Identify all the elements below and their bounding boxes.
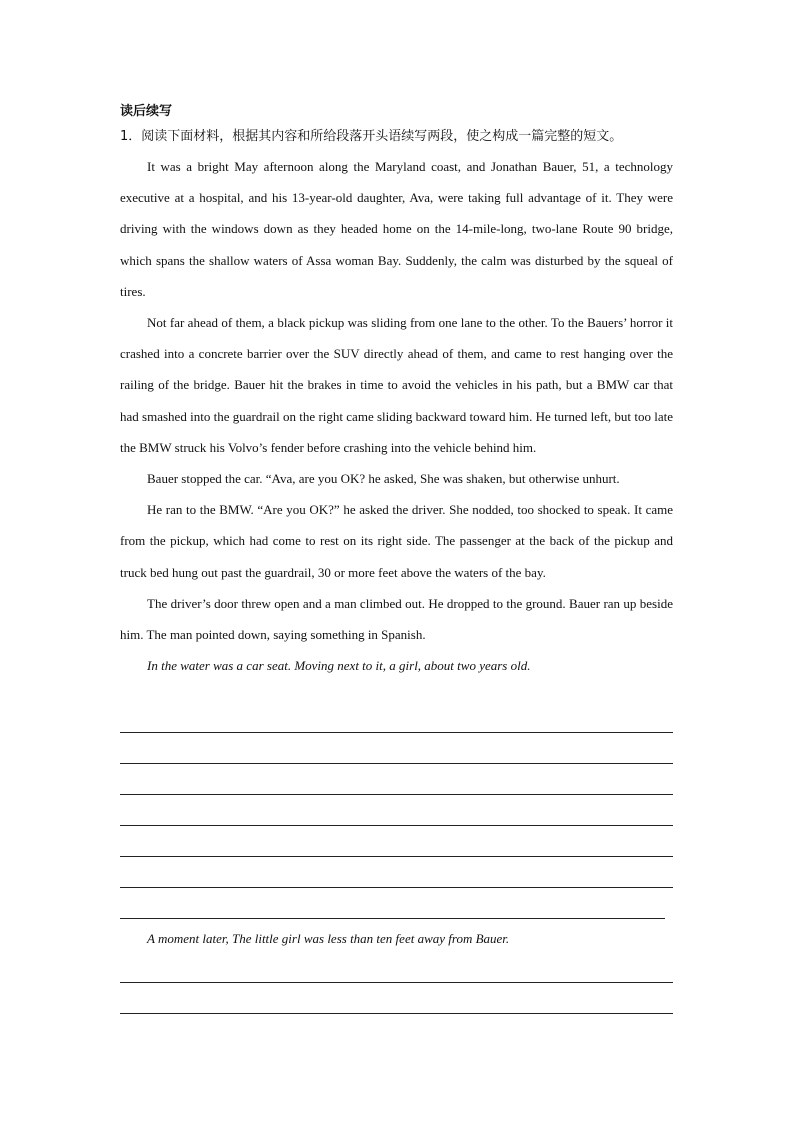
passage-paragraph-2: Not far ahead of them, a black pickup was sliding from one lane to the other. To the Bauers’ horror it crashed into a concrete barrier over the SUV directly ahead of them, and came to rest hanging over the railing of the bridge. Bauer hit the brakes in time to avoid the vehicles in his path, but a BMW car that had smashed into the guardrail on the right came sliding backward toward him. He turned left, but too late the BMW struck his Volvo’s fender before crashing into the vehicle behind him.: [120, 315, 673, 455]
section-title: 读后续写: [120, 104, 173, 119]
continuation-prompt-2: A moment later, The little girl was less than ten feet away from Bauer.: [147, 931, 510, 946]
continuation-prompt-1: In the water was a car seat. Moving next to it, a girl, about two years old.: [147, 658, 531, 674]
question-text: 阅读下面材料，根据其内容和所给段落开头语续写两段，使之构成一篇完整的短文。: [141, 129, 623, 144]
answer-line[interactable]: [120, 857, 673, 888]
passage-paragraph-4: He ran to the BMW. “Are you OK?” he asked the driver. She nodded, too shocked to speak. It came from the pickup, which had come to rest on its right side. The passenger at the back of the pickup and truck bed hung out past the guardrail, 30 or more feet above the waters of the bay.: [120, 502, 673, 580]
answer-area-2[interactable]: [120, 952, 673, 1014]
answer-line[interactable]: [120, 702, 673, 733]
answer-line[interactable]: [120, 795, 673, 826]
passage-paragraph-1: It was a bright May afternoon along the Maryland coast, and Jonathan Bauer, 51, a technology executive at a hospital, and his 13-year-old daughter, Ava, were taking full advantage of it. They were driving with the windows down as they headed home on the 14-mile-long, two-lane Route 90 bridge, which spans the shallow waters of Assa woman Bay. Suddenly, the calm was disturbed by the squeal of tires.: [120, 159, 673, 299]
answer-line[interactable]: [120, 733, 673, 764]
answer-line[interactable]: [120, 764, 673, 795]
answer-line[interactable]: [120, 826, 673, 857]
answer-line[interactable]: [120, 888, 665, 919]
question-number: 1．: [120, 129, 142, 144]
reading-passage: [120, 151, 673, 681]
question-instruction: [120, 125, 622, 144]
answer-line[interactable]: [120, 952, 673, 983]
answer-area-1[interactable]: [120, 702, 673, 919]
answer-line[interactable]: [120, 983, 673, 1014]
passage-paragraph-3: Bauer stopped the car. “Ava, are you OK? he asked, She was shaken, but otherwise unhurt.: [147, 471, 620, 487]
passage-paragraph-5: The driver’s door threw open and a man climbed out. He dropped to the ground. Bauer ran up beside him. The man pointed down, saying something in Spanish.: [120, 595, 673, 643]
